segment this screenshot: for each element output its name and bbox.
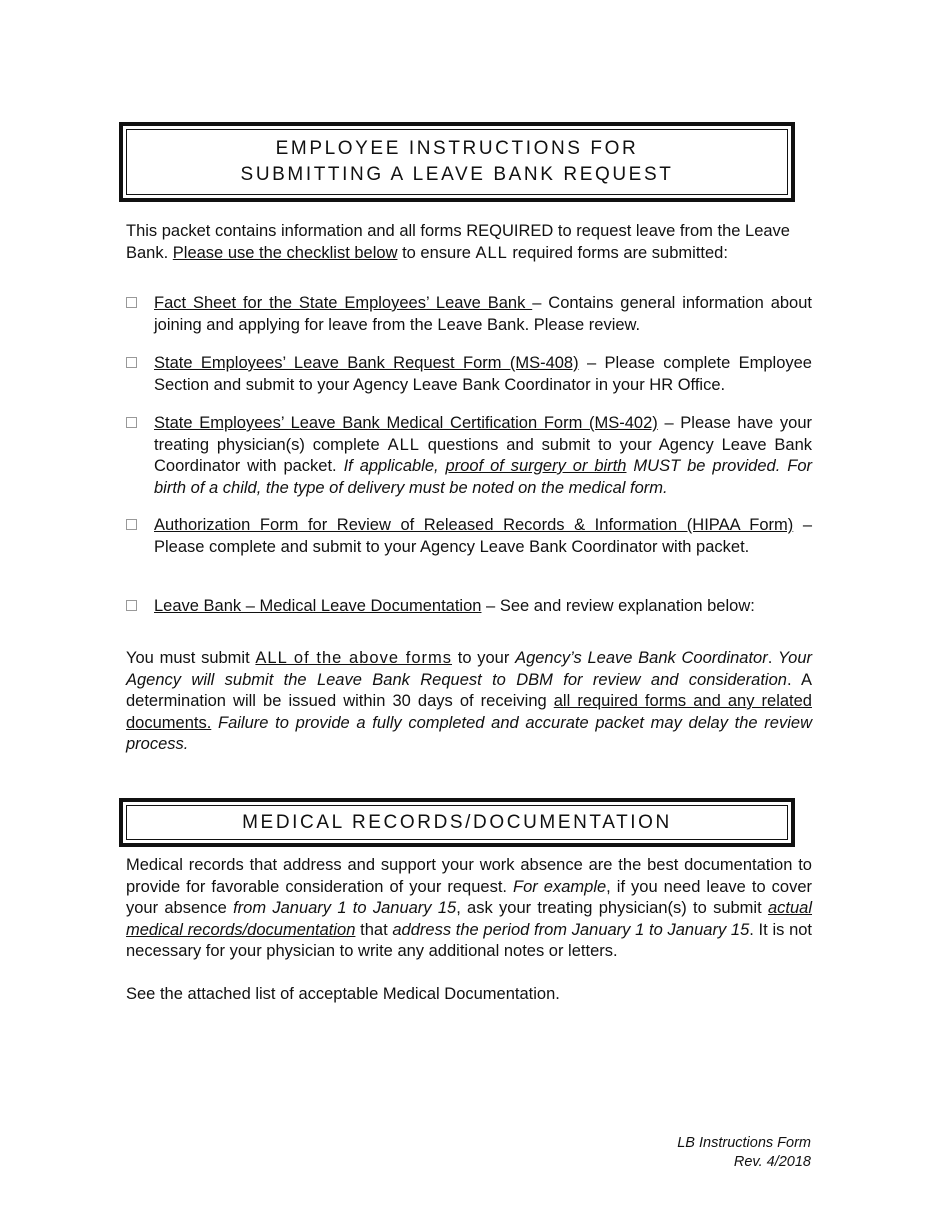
checklist-item-fact-sheet [126,293,812,336]
checklist-item-desc: questions and submit to your Agency Leave Bank Coordinator with packet. [154,435,813,475]
checklist-item-desc: – Contains general information about joining and applying for leave from the Leave Bank. [154,294,812,334]
checklist-item-note-underlined: proof of surgery or birth [445,457,627,475]
submit-text: . A determination will be issued within 30 days of receiving [126,670,812,710]
medical-text: , if you need leave to cover your absence [126,877,812,917]
submit-text: to your [452,649,516,667]
submit-underlined: all required forms and any related documents. [126,692,812,732]
intro-text: This packet contains information and all forms REQUIRED to request leave from the Leave Bank. [126,222,790,262]
checklist-item-note: If applicable, [343,457,446,475]
submit-text [211,714,218,732]
checklist-link: Please use the checklist below [172,243,398,262]
medical-italic-underlined: actual medical records/documentation [126,899,812,939]
see-attached-text: See the attached list of acceptable Medical Documentation. [126,985,560,1003]
submit-italic: Failure to provide a fully completed and accurate packet may delay the review process. [126,713,812,753]
checklist-item-medical-certification [126,413,812,499]
checkbox-icon[interactable] [126,297,137,308]
page-title-line-2: SUBMITTING A LEAVE BANK REQUEST [240,164,674,185]
checklist-item-title: Leave Bank – Medical Leave Documentation [154,597,482,615]
intro-text: to ensure [397,243,476,262]
section-title-box [119,798,795,847]
checklist-item-title: State Employees’ Leave Bank Medical Certification Form (MS-402) [154,414,658,432]
section-title-box-inner [126,805,788,840]
checklist-item-request-form [126,353,812,396]
form-footer [677,1134,811,1172]
submit-text: . [767,649,779,667]
submit-underlined: ALL of the above forms [255,649,452,667]
medical-text: Medical records that address and support your work absence are the best documentation to provide for favorable consideration of your request. [126,856,812,896]
checklist-item-title: Authorization Form for Review of Released Records & Information (HIPAA Form) [154,516,794,534]
checklist-item-medical-documentation [126,596,812,618]
medical-paragraph [126,855,812,963]
medical-text: . It is not necessary for your physician to write any additional notes or letters. [126,920,813,960]
submit-italic: Your Agency will submit the Leave Bank Request to DBM for review and consideration [126,649,812,689]
checklist-item-title: State Employees’ Leave Bank Request Form (MS-408) [154,354,579,372]
intro-text: required forms are submitted: [507,243,728,262]
submit-italic: Agency’s Leave Bank Coordinator [515,649,768,667]
intro-all: ALL [475,243,508,262]
medical-italic: address the period from January 1 to January 15 [392,920,750,939]
form-revision: Rev. 4/2018 [733,1154,811,1170]
checklist-item-desc: – Please complete and submit to your Agency Leave Bank Coordinator with packet. [154,516,813,556]
section-title: MEDICAL RECORDS/DOCUMENTATION [242,812,672,833]
medical-text: , ask your treating physician(s) to submit [456,899,768,917]
checklist-item-desc: – Please complete Employee Section and submit to your Agency Leave Bank Coordinator in your HR Office. [154,354,812,394]
checklist-item-desc: – See and review explanation below: [481,597,755,615]
submit-text: You must submit [126,649,256,667]
checkbox-icon[interactable] [126,600,137,611]
see-attached-paragraph [126,984,812,1006]
medical-italic: from January 1 to January 15 [233,899,457,917]
page-title-line-1: EMPLOYEE INSTRUCTIONS FOR [275,138,639,159]
medical-text: that [355,920,393,939]
submit-paragraph [126,648,812,756]
title-box-inner [126,129,788,195]
medical-italic: For example [513,877,607,896]
checklist-item-note: MUST be provided. For birth of a child, the type of delivery must be noted on the medical form. [154,457,812,497]
checklist-item-title: Fact Sheet for the State Employees’ Leave Bank [154,294,533,312]
checklist-item-desc: – Please have your treating physician(s) complete [154,414,812,454]
checkbox-icon[interactable] [126,357,137,368]
checkbox-icon[interactable] [126,519,137,530]
checkbox-icon[interactable] [126,417,137,428]
intro-paragraph [126,221,812,264]
form-name: LB Instructions Form [677,1135,811,1151]
title-box [119,122,795,202]
checklist-item-all: ALL [387,435,420,454]
checklist-item-hipaa [126,515,812,558]
checklist-item-extra: Please review. [533,315,641,334]
